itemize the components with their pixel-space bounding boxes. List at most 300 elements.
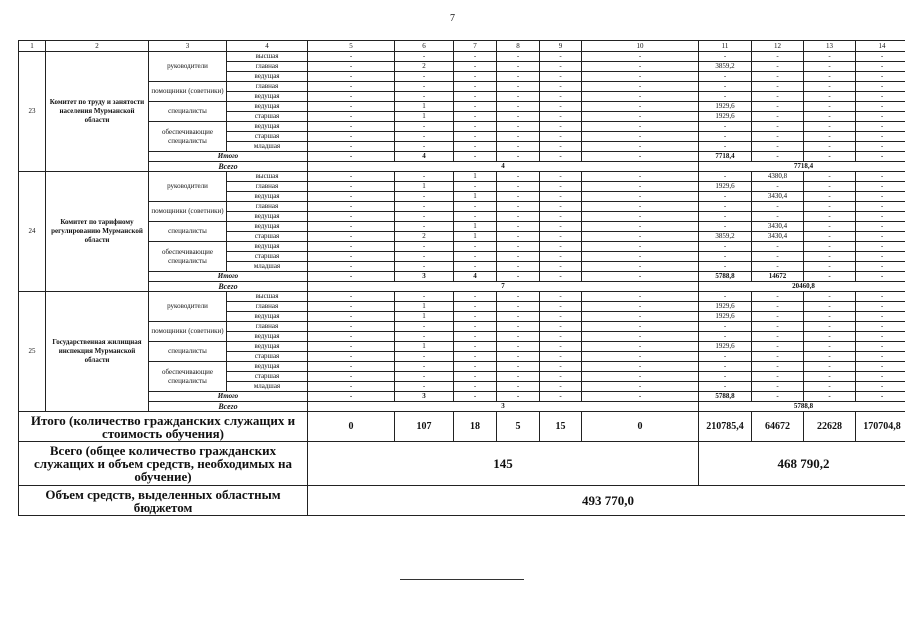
value-cell: -: [752, 372, 804, 382]
grand-subtotal-value: 0: [308, 412, 395, 442]
value-cell: -: [540, 72, 582, 82]
value-cell: -: [752, 132, 804, 142]
value-cell: -: [804, 352, 856, 362]
position-level: главная: [227, 302, 308, 312]
position-level: ведущая: [227, 362, 308, 372]
value-cell: -: [540, 372, 582, 382]
value-cell: -: [856, 192, 905, 202]
budget-row: [19, 486, 905, 516]
category-name: специалисты: [149, 342, 227, 362]
table-row: [19, 292, 905, 302]
value-cell: -: [540, 232, 582, 242]
table-row: [19, 242, 905, 252]
value-cell: -: [582, 342, 699, 352]
value-cell: -: [497, 362, 540, 372]
value-cell: -: [582, 72, 699, 82]
value-cell: -: [699, 92, 752, 102]
value-cell: -: [454, 72, 497, 82]
value-cell: -: [582, 52, 699, 62]
value-cell: -: [395, 382, 454, 392]
subtotal-value: -: [804, 272, 856, 282]
column-number: 10: [582, 41, 699, 52]
value-cell: 1929,6: [699, 182, 752, 192]
value-cell: 3859,2: [699, 232, 752, 242]
value-cell: -: [497, 212, 540, 222]
value-cell: -: [856, 62, 905, 72]
value-cell: -: [856, 82, 905, 92]
value-cell: -: [497, 172, 540, 182]
subtotal-value: 14672: [752, 272, 804, 282]
value-cell: 3430,4: [752, 232, 804, 242]
value-cell: -: [752, 82, 804, 92]
value-cell: -: [540, 92, 582, 102]
value-cell: -: [454, 252, 497, 262]
subtotal-value: 4: [395, 152, 454, 162]
value-cell: -: [308, 102, 395, 112]
value-cell: -: [497, 62, 540, 72]
value-cell: -: [497, 192, 540, 202]
value-cell: -: [454, 342, 497, 352]
value-cell: -: [540, 202, 582, 212]
subtotal-value: -: [582, 272, 699, 282]
category-name: специалисты: [149, 102, 227, 122]
value-cell: -: [454, 132, 497, 142]
value-cell: -: [856, 292, 905, 302]
value-cell: -: [856, 322, 905, 332]
table-row: [19, 52, 905, 62]
grand-subtotal-value: 22628: [804, 412, 856, 442]
subtotal-row: [19, 272, 905, 282]
value-cell: -: [497, 332, 540, 342]
value-cell: -: [699, 292, 752, 302]
grand-subtotal-value: 15: [540, 412, 582, 442]
value-cell: -: [582, 82, 699, 92]
subtotal-value: 3: [395, 272, 454, 282]
grand-subtotal-row: [19, 412, 905, 442]
column-number: 2: [46, 41, 149, 52]
value-cell: -: [699, 332, 752, 342]
column-number: 7: [454, 41, 497, 52]
value-cell: 2: [395, 232, 454, 242]
value-cell: -: [856, 222, 905, 232]
subtotal-value: -: [454, 392, 497, 402]
value-cell: -: [582, 252, 699, 262]
grand-subtotal-value: 18: [454, 412, 497, 442]
subtotal-value: -: [497, 152, 540, 162]
value-cell: -: [540, 62, 582, 72]
value-cell: -: [804, 92, 856, 102]
subtotal-value: -: [308, 392, 395, 402]
value-cell: -: [454, 62, 497, 72]
value-cell: -: [395, 222, 454, 232]
value-cell: -: [454, 212, 497, 222]
value-cell: -: [395, 52, 454, 62]
value-cell: -: [752, 262, 804, 272]
value-cell: -: [497, 132, 540, 142]
value-cell: -: [804, 82, 856, 92]
value-cell: -: [699, 192, 752, 202]
value-cell: -: [699, 372, 752, 382]
value-cell: -: [308, 292, 395, 302]
organization-name: Государственная жилищная инспекция Мурманской области: [46, 292, 149, 412]
subtotal-value: 5788,8: [699, 392, 752, 402]
value-cell: 1929,6: [699, 342, 752, 352]
value-cell: -: [856, 312, 905, 322]
value-cell: -: [540, 362, 582, 372]
table-row: [19, 202, 905, 212]
position-level: старшая: [227, 232, 308, 242]
value-cell: -: [395, 82, 454, 92]
value-cell: -: [454, 122, 497, 132]
value-cell: -: [752, 62, 804, 72]
page-number: 7: [450, 13, 455, 24]
value-cell: -: [856, 332, 905, 342]
section-total-label: Всего: [149, 402, 308, 412]
subtotal-value: -: [804, 152, 856, 162]
section-total-sum: 20460,8: [699, 282, 905, 292]
value-cell: -: [752, 142, 804, 152]
value-cell: -: [308, 242, 395, 252]
subtotal-label: Итого: [149, 272, 308, 282]
value-cell: -: [497, 242, 540, 252]
value-cell: -: [395, 192, 454, 202]
value-cell: 1: [454, 232, 497, 242]
column-number: 4: [227, 41, 308, 52]
value-cell: -: [497, 322, 540, 332]
position-level: ведущая: [227, 312, 308, 322]
value-cell: -: [752, 242, 804, 252]
value-cell: -: [395, 212, 454, 222]
value-cell: -: [497, 72, 540, 82]
table-row: [19, 122, 905, 132]
grand-total-count: 145: [308, 442, 699, 486]
value-cell: -: [856, 102, 905, 112]
grand-subtotal-value: 107: [395, 412, 454, 442]
value-cell: 4380,8: [752, 172, 804, 182]
value-cell: -: [454, 92, 497, 102]
value-cell: -: [752, 302, 804, 312]
value-cell: -: [497, 92, 540, 102]
value-cell: 1929,6: [699, 302, 752, 312]
value-cell: -: [497, 222, 540, 232]
value-cell: -: [540, 352, 582, 362]
subtotal-value: -: [497, 392, 540, 402]
value-cell: -: [804, 52, 856, 62]
position-level: младшая: [227, 262, 308, 272]
value-cell: -: [454, 102, 497, 112]
value-cell: -: [699, 172, 752, 182]
value-cell: -: [395, 202, 454, 212]
position-level: ведущая: [227, 222, 308, 232]
value-cell: -: [454, 112, 497, 122]
value-cell: -: [582, 322, 699, 332]
value-cell: -: [752, 322, 804, 332]
value-cell: -: [540, 192, 582, 202]
value-cell: -: [395, 172, 454, 182]
value-cell: -: [804, 312, 856, 322]
value-cell: -: [308, 332, 395, 342]
value-cell: -: [308, 192, 395, 202]
value-cell: -: [540, 332, 582, 342]
value-cell: -: [497, 312, 540, 322]
value-cell: -: [497, 82, 540, 92]
value-cell: -: [804, 212, 856, 222]
grand-subtotal-label: Итого (количество гражданских служащих и стоимость обучения): [19, 412, 308, 442]
subtotal-value: -: [582, 392, 699, 402]
value-cell: -: [804, 202, 856, 212]
value-cell: -: [752, 202, 804, 212]
value-cell: 1: [395, 182, 454, 192]
section-number: 23: [19, 52, 46, 172]
subtotal-value: -: [540, 392, 582, 402]
table-row: [19, 222, 905, 232]
subtotal-value: -: [752, 152, 804, 162]
value-cell: 1: [454, 222, 497, 232]
value-cell: -: [699, 362, 752, 372]
table-row: [19, 172, 905, 182]
position-level: старшая: [227, 252, 308, 262]
value-cell: -: [856, 342, 905, 352]
value-cell: -: [582, 92, 699, 102]
subtotal-label: Итого: [149, 392, 308, 402]
subtotal-value: 5788,8: [699, 272, 752, 282]
value-cell: -: [454, 302, 497, 312]
table-row: [19, 362, 905, 372]
value-cell: -: [454, 312, 497, 322]
value-cell: -: [497, 382, 540, 392]
value-cell: -: [540, 172, 582, 182]
value-cell: 1: [395, 312, 454, 322]
value-cell: -: [856, 362, 905, 372]
value-cell: -: [856, 52, 905, 62]
value-cell: -: [752, 182, 804, 192]
column-number: 12: [752, 41, 804, 52]
subtotal-value: -: [308, 152, 395, 162]
column-number: 3: [149, 41, 227, 52]
value-cell: -: [699, 122, 752, 132]
value-cell: -: [395, 142, 454, 152]
section-total-count: 3: [308, 402, 699, 412]
value-cell: -: [308, 222, 395, 232]
value-cell: -: [699, 212, 752, 222]
value-cell: -: [540, 82, 582, 92]
value-cell: -: [856, 302, 905, 312]
value-cell: -: [395, 252, 454, 262]
value-cell: -: [856, 122, 905, 132]
value-cell: -: [540, 132, 582, 142]
table-row: [19, 82, 905, 92]
value-cell: 1929,6: [699, 102, 752, 112]
value-cell: -: [308, 62, 395, 72]
value-cell: -: [395, 72, 454, 82]
value-cell: -: [497, 182, 540, 192]
value-cell: 1929,6: [699, 312, 752, 322]
value-cell: -: [752, 292, 804, 302]
section-total-count: 4: [308, 162, 699, 172]
value-cell: -: [308, 202, 395, 212]
value-cell: 1: [395, 102, 454, 112]
value-cell: -: [582, 382, 699, 392]
value-cell: -: [582, 362, 699, 372]
position-level: высшая: [227, 52, 308, 62]
position-level: высшая: [227, 172, 308, 182]
value-cell: -: [395, 262, 454, 272]
value-cell: -: [308, 312, 395, 322]
value-cell: -: [497, 52, 540, 62]
value-cell: -: [804, 382, 856, 392]
value-cell: -: [395, 132, 454, 142]
value-cell: -: [540, 322, 582, 332]
value-cell: -: [856, 112, 905, 122]
value-cell: -: [540, 312, 582, 322]
value-cell: -: [752, 352, 804, 362]
value-cell: -: [856, 262, 905, 272]
column-number: 9: [540, 41, 582, 52]
position-level: ведущая: [227, 92, 308, 102]
position-level: ведущая: [227, 102, 308, 112]
subtotal-value: -: [308, 272, 395, 282]
value-cell: -: [699, 352, 752, 362]
category-name: специалисты: [149, 222, 227, 242]
value-cell: -: [454, 362, 497, 372]
value-cell: -: [582, 182, 699, 192]
section-total-sum: 5788,8: [699, 402, 905, 412]
value-cell: -: [308, 252, 395, 262]
value-cell: -: [308, 302, 395, 312]
value-cell: -: [540, 112, 582, 122]
value-cell: -: [454, 352, 497, 362]
value-cell: -: [804, 322, 856, 332]
value-cell: -: [804, 232, 856, 242]
footer-rule: [400, 579, 524, 580]
value-cell: -: [454, 52, 497, 62]
value-cell: -: [308, 322, 395, 332]
subtotal-value: -: [752, 392, 804, 402]
value-cell: -: [454, 242, 497, 252]
value-cell: -: [856, 382, 905, 392]
value-cell: -: [308, 372, 395, 382]
value-cell: -: [752, 122, 804, 132]
value-cell: -: [752, 102, 804, 112]
value-cell: -: [582, 302, 699, 312]
value-cell: -: [395, 362, 454, 372]
value-cell: -: [582, 242, 699, 252]
value-cell: -: [699, 252, 752, 262]
value-cell: -: [395, 122, 454, 132]
subtotal-value: -: [582, 152, 699, 162]
subtotal-value: -: [804, 392, 856, 402]
value-cell: -: [582, 172, 699, 182]
value-cell: -: [540, 292, 582, 302]
value-cell: -: [699, 322, 752, 332]
value-cell: -: [804, 262, 856, 272]
value-cell: -: [752, 252, 804, 262]
value-cell: -: [395, 332, 454, 342]
value-cell: -: [540, 52, 582, 62]
value-cell: -: [804, 362, 856, 372]
value-cell: -: [497, 252, 540, 262]
value-cell: -: [454, 202, 497, 212]
grand-subtotal-value: 170704,8: [856, 412, 905, 442]
subtotal-row: [19, 152, 905, 162]
category-name: помощники (советники): [149, 202, 227, 222]
value-cell: -: [540, 252, 582, 262]
value-cell: -: [540, 382, 582, 392]
value-cell: -: [582, 222, 699, 232]
value-cell: -: [540, 122, 582, 132]
value-cell: -: [395, 322, 454, 332]
value-cell: -: [856, 182, 905, 192]
subtotal-value: -: [497, 272, 540, 282]
value-cell: -: [752, 382, 804, 392]
value-cell: -: [308, 52, 395, 62]
value-cell: -: [699, 52, 752, 62]
value-cell: -: [540, 102, 582, 112]
value-cell: -: [804, 332, 856, 342]
value-cell: -: [454, 292, 497, 302]
value-cell: -: [454, 142, 497, 152]
value-cell: -: [752, 52, 804, 62]
value-cell: 1: [454, 172, 497, 182]
value-cell: -: [699, 262, 752, 272]
organization-name: Комитет по тарифному регулированию Мурманской области: [46, 172, 149, 292]
value-cell: -: [856, 92, 905, 102]
value-cell: -: [582, 332, 699, 342]
value-cell: -: [582, 132, 699, 142]
value-cell: -: [804, 252, 856, 262]
value-cell: -: [804, 302, 856, 312]
grand-subtotal-value: 64672: [752, 412, 804, 442]
column-number: 14: [856, 41, 905, 52]
value-cell: -: [582, 312, 699, 322]
category-name: обеспечивающие специалисты: [149, 362, 227, 392]
value-cell: -: [856, 242, 905, 252]
budget-value: 493 770,0: [308, 486, 905, 516]
value-cell: -: [582, 102, 699, 112]
value-cell: -: [582, 372, 699, 382]
value-cell: -: [804, 142, 856, 152]
value-cell: -: [454, 332, 497, 342]
position-level: ведущая: [227, 342, 308, 352]
value-cell: -: [308, 92, 395, 102]
value-cell: -: [752, 112, 804, 122]
value-cell: -: [540, 262, 582, 272]
position-level: старшая: [227, 112, 308, 122]
section-number: 24: [19, 172, 46, 292]
value-cell: 2: [395, 62, 454, 72]
value-cell: -: [856, 252, 905, 262]
value-cell: -: [308, 72, 395, 82]
position-level: ведущая: [227, 332, 308, 342]
position-level: старшая: [227, 352, 308, 362]
value-cell: -: [395, 292, 454, 302]
value-cell: -: [540, 182, 582, 192]
value-cell: -: [308, 182, 395, 192]
value-cell: -: [752, 342, 804, 352]
value-cell: -: [804, 102, 856, 112]
value-cell: -: [856, 172, 905, 182]
grand-subtotal-value: 0: [582, 412, 699, 442]
value-cell: -: [804, 172, 856, 182]
grand-total-label: Всего (общее количество гражданских служащих и объем средств, необходимых на обучение): [19, 442, 308, 486]
value-cell: -: [497, 102, 540, 112]
value-cell: -: [856, 372, 905, 382]
value-cell: -: [856, 132, 905, 142]
value-cell: -: [497, 372, 540, 382]
value-cell: -: [308, 352, 395, 362]
position-level: ведущая: [227, 122, 308, 132]
organization-name: Комитет по труду и занятости населения Мурманской области: [46, 52, 149, 172]
